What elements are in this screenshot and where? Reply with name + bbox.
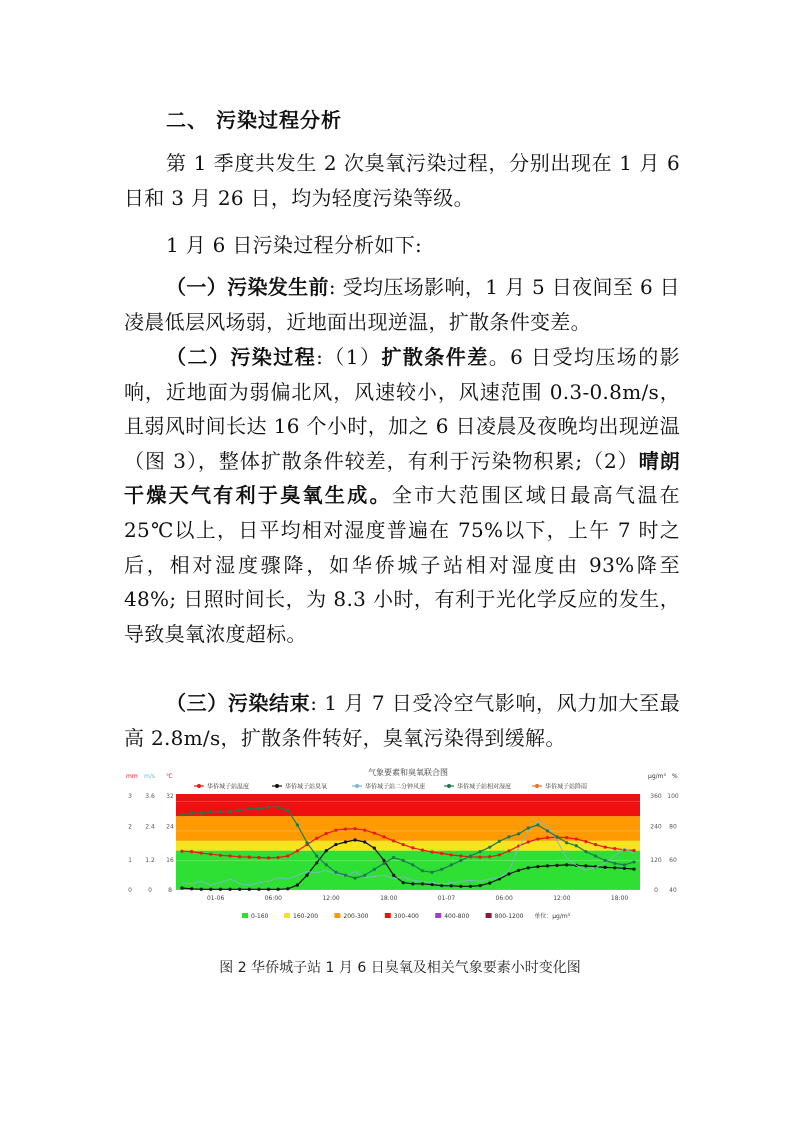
left-tick-mm: 1: [128, 857, 132, 865]
point-temperature: [238, 855, 241, 858]
point-ozone: [238, 888, 241, 891]
point-ozone: [488, 882, 491, 885]
point-temperature: [498, 853, 501, 856]
right-unit-ug: μg/m³: [648, 773, 666, 780]
point-humidity: [402, 859, 405, 862]
chart-canvas: [120, 766, 682, 928]
x-tick-label: 18:00: [380, 895, 398, 902]
point-ozone: [344, 840, 347, 843]
right-tick-pct: 60: [669, 857, 677, 865]
text-process-a: :（1）: [316, 345, 382, 369]
band-legend-label-4: 400-800: [444, 913, 470, 920]
point-temperature: [228, 854, 231, 857]
point-temperature: [257, 856, 260, 859]
point-humidity: [575, 844, 578, 847]
point-ozone: [228, 888, 231, 891]
band-legend-label-3: 300-400: [393, 913, 419, 920]
point-ozone: [286, 887, 289, 890]
point-temperature: [344, 827, 347, 830]
left-tick-c: 32: [166, 793, 174, 800]
point-humidity: [248, 807, 251, 810]
point-ozone: [632, 867, 635, 870]
right-tick-ug: 0: [654, 887, 658, 894]
right-tick-ug: 120: [650, 857, 662, 865]
point-ozone: [363, 840, 366, 843]
point-ozone: [315, 861, 318, 864]
point-ozone: [334, 843, 337, 846]
point-humidity: [604, 859, 607, 862]
point-humidity: [546, 829, 549, 832]
point-humidity: [305, 841, 308, 844]
point-temperature: [421, 849, 424, 852]
paragraph-pollution-process: [124, 340, 680, 651]
point-humidity: [594, 854, 597, 857]
point-ozone: [527, 866, 530, 869]
label-pollution-process: （二）污染过程: [166, 345, 317, 369]
point-temperature: [459, 854, 462, 857]
band-legend-unit: 单位：μg/m³: [534, 913, 571, 920]
point-temperature: [382, 835, 385, 838]
point-ozone: [517, 869, 520, 872]
text-before-pollution: : 受均压场影响，1 月 5 日夜间至 6 日凌晨低层风场弱，近地面出现逆温，扩散条件变差。: [124, 275, 680, 334]
point-humidity: [315, 854, 318, 857]
point-humidity: [584, 850, 587, 853]
point-humidity: [421, 869, 424, 872]
point-ozone: [469, 885, 472, 888]
point-ozone: [450, 884, 453, 887]
point-ozone: [565, 863, 568, 866]
point-temperature: [248, 856, 251, 859]
point-temperature: [363, 829, 366, 832]
point-humidity: [382, 862, 385, 865]
point-ozone: [325, 849, 328, 852]
band-legend-label-2: 200-300: [343, 913, 369, 920]
band-legend-swatch-5: [486, 913, 492, 918]
x-tick-label: 06:00: [495, 895, 513, 902]
x-tick-label: 06:00: [264, 895, 283, 902]
point-ozone: [536, 865, 539, 868]
left-tick-c: 24: [166, 823, 174, 831]
point-humidity: [200, 812, 203, 815]
paragraph-intro: 1 月 6 日污染过程分析如下:: [166, 233, 423, 257]
point-ozone: [219, 888, 222, 891]
right-tick-ug: 240: [650, 823, 662, 831]
x-tick-label: 12:00: [322, 895, 340, 902]
point-humidity: [623, 863, 626, 866]
point-temperature: [325, 832, 328, 835]
point-temperature: [267, 856, 270, 859]
point-ozone: [440, 884, 443, 887]
left-tick-ms: 0: [148, 887, 152, 894]
point-temperature: [334, 829, 337, 832]
label-pollution-end: （三）污染结束: [166, 691, 311, 715]
point-humidity: [363, 874, 366, 877]
point-ozone: [430, 883, 433, 886]
point-ozone: [373, 847, 376, 850]
right-tick-ug: 360: [650, 793, 662, 800]
point-temperature: [296, 849, 299, 852]
point-humidity: [613, 862, 616, 865]
point-ozone: [267, 888, 270, 891]
legend-label-0: 华侨城子站温度: [207, 783, 250, 791]
point-temperature: [315, 837, 318, 840]
point-humidity: [219, 810, 222, 813]
point-humidity: [334, 871, 337, 874]
band-legend-label-0: 0-160: [251, 913, 269, 920]
point-ozone: [555, 864, 558, 867]
point-temperature: [479, 856, 482, 859]
paragraph-pollution-end: [124, 686, 680, 755]
point-ozone: [209, 888, 212, 891]
point-temperature: [190, 850, 193, 853]
left-unit-ms: m/s: [144, 773, 155, 780]
text-pollution-end: : 1 月 7 日受冷空气影响，风力加大至最高 2.8m/s，扩散条件转好，臭氧污染得到缓解。: [124, 691, 680, 750]
point-humidity: [488, 846, 491, 849]
point-temperature: [354, 827, 357, 830]
x-tick-label: 01-06: [206, 895, 225, 902]
legend-marker-2: [355, 784, 359, 788]
point-temperature: [373, 832, 376, 835]
point-humidity: [555, 835, 558, 838]
point-humidity: [507, 835, 510, 838]
point-humidity: [354, 877, 357, 880]
point-humidity: [459, 859, 462, 862]
chart-title: 气象要素和臭氧联合图: [368, 768, 448, 777]
left-unit-c: ℃: [166, 773, 173, 780]
point-ozone: [421, 882, 424, 885]
paragraph-summary: 第 1 季度共发生 2 次臭氧污染过程，分别出现在 1 月 6 日和 3 月 26 日，均为轻度污染等级。: [124, 151, 680, 210]
point-ozone: [623, 867, 626, 870]
point-humidity: [286, 809, 289, 812]
point-ozone: [257, 888, 260, 891]
point-temperature: [411, 846, 414, 849]
band-legend-label-5: 800-1200: [494, 913, 524, 920]
point-humidity: [296, 823, 299, 826]
left-tick-mm: 2: [128, 823, 132, 831]
point-ozone: [190, 887, 193, 890]
left-tick-c: 16: [166, 857, 174, 865]
point-temperature: [440, 852, 443, 855]
left-tick-mm: 0: [128, 887, 132, 894]
point-temperature: [219, 854, 222, 857]
point-ozone: [296, 883, 299, 886]
point-ozone: [354, 838, 357, 841]
right-tick-pct: 80: [669, 823, 677, 831]
point-ozone: [200, 888, 203, 891]
point-temperature: [594, 843, 597, 846]
ozone-weather-chart: [120, 766, 682, 928]
point-temperature: [430, 850, 433, 853]
legend-label-3: 华侨城子站相对湿度: [457, 783, 512, 791]
paragraph-before-pollution: [124, 270, 680, 339]
point-humidity: [536, 823, 539, 826]
bold-diffusion-poor: 扩散条件差: [381, 345, 489, 369]
point-humidity: [190, 812, 193, 815]
point-ozone: [305, 874, 308, 877]
point-temperature: [200, 851, 203, 854]
point-temperature: [277, 856, 280, 859]
right-tick-pct: 40: [669, 887, 677, 894]
point-temperature: [402, 843, 405, 846]
point-humidity: [469, 854, 472, 857]
point-humidity: [527, 826, 530, 829]
bold-sunny-dry: 晴朗干燥天气有利于臭氧生成。: [124, 448, 680, 508]
point-humidity: [392, 856, 395, 859]
band-legend-label-1: 160-200: [293, 913, 319, 920]
legend-label-1: 华侨城子站臭氧: [285, 783, 328, 791]
point-humidity: [277, 806, 280, 809]
label-before-pollution: （一）污染发生前: [166, 275, 329, 299]
point-temperature: [286, 854, 289, 857]
x-tick-label: 18:00: [610, 895, 629, 902]
legend-marker-1: [275, 784, 279, 788]
section-heading: 二、 污染过程分析: [166, 108, 342, 132]
point-ozone: [411, 882, 414, 885]
point-humidity: [632, 860, 635, 863]
point-humidity: [373, 868, 376, 871]
legend-label-4: 华侨城子站降雨: [545, 783, 588, 791]
text-process-c: 全市大范围区域日最高气温在 25℃以上，日平均相对湿度普遍在 75%以下，上午 7 时之后，相对湿度骤降，如华侨城子站相对湿度由 93%降至 48%; 日照时间长，为 8.3 小时，有利于光化学反应的发生，导致臭氧浓度超标。: [124, 483, 680, 646]
point-humidity: [267, 806, 270, 809]
point-ozone: [584, 864, 587, 867]
point-temperature: [632, 849, 635, 852]
point-temperature: [392, 839, 395, 842]
point-humidity: [498, 840, 501, 843]
point-temperature: [565, 836, 568, 839]
point-temperature: [613, 847, 616, 850]
legend-label-2: 华侨城子站二分钟风速: [365, 783, 426, 791]
point-ozone: [392, 874, 395, 877]
legend-marker-4: [535, 784, 539, 788]
point-ozone: [402, 881, 405, 884]
band-300-400: [176, 794, 640, 816]
point-ozone: [479, 884, 482, 887]
point-ozone: [277, 888, 280, 891]
band-legend-swatch-2: [334, 913, 340, 918]
figure-caption: 图 2 华侨城子站 1 月 6 日臭氧及相关气象要素小时变化图: [219, 960, 581, 976]
left-tick-c: 8: [168, 887, 172, 894]
point-ozone: [459, 885, 462, 888]
point-humidity: [565, 841, 568, 844]
point-temperature: [604, 846, 607, 849]
point-temperature: [180, 850, 183, 853]
point-ozone: [180, 886, 183, 889]
point-temperature: [450, 853, 453, 856]
text-process-b: 。6 日受均压场的影响，近地面为弱偏北风，风速较小，风速范围 0.3-0.8m/s，且弱风时间长达 16 个小时，加之 6 日凌晨及夜晚均出现逆温（图 3），整体扩散条件较差，有利于污染物积累;（2）: [124, 345, 681, 473]
point-temperature: [527, 840, 530, 843]
x-tick-label: 12:00: [553, 895, 571, 902]
point-temperature: [536, 837, 539, 840]
point-ozone: [382, 859, 385, 862]
point-ozone: [613, 866, 616, 869]
point-humidity: [430, 871, 433, 874]
legend-marker-3: [447, 784, 451, 788]
point-humidity: [180, 813, 183, 816]
point-humidity: [344, 874, 347, 877]
band-200-300: [176, 816, 640, 841]
point-temperature: [575, 837, 578, 840]
left-tick-mm: 3: [128, 793, 132, 800]
point-humidity: [440, 868, 443, 871]
left-tick-ms: 3.6: [145, 793, 155, 800]
point-humidity: [228, 810, 231, 813]
point-temperature: [507, 849, 510, 852]
left-tick-ms: 2.4: [145, 823, 155, 831]
point-humidity: [209, 810, 212, 813]
point-humidity: [479, 850, 482, 853]
left-tick-ms: 1.2: [145, 857, 155, 865]
point-humidity: [450, 863, 453, 866]
band-legend-swatch-3: [385, 913, 391, 918]
point-temperature: [209, 853, 212, 856]
point-ozone: [248, 888, 251, 891]
point-ozone: [604, 866, 607, 869]
point-ozone: [507, 872, 510, 875]
legend-marker-0: [197, 784, 201, 788]
point-temperature: [546, 836, 549, 839]
point-humidity: [411, 863, 414, 866]
point-temperature: [488, 855, 491, 858]
right-unit-pct: %: [672, 773, 678, 780]
x-tick-label: 01-07: [437, 895, 456, 902]
point-temperature: [584, 840, 587, 843]
left-unit-mm: mm: [126, 773, 138, 780]
point-humidity: [517, 832, 520, 835]
band-legend-swatch-0: [242, 913, 248, 918]
point-ozone: [546, 864, 549, 867]
right-tick-pct: 100: [667, 793, 679, 800]
point-humidity: [257, 807, 260, 810]
point-humidity: [238, 809, 241, 812]
band-legend-swatch-4: [435, 913, 441, 918]
band-legend-swatch-1: [284, 913, 290, 918]
point-humidity: [325, 863, 328, 866]
